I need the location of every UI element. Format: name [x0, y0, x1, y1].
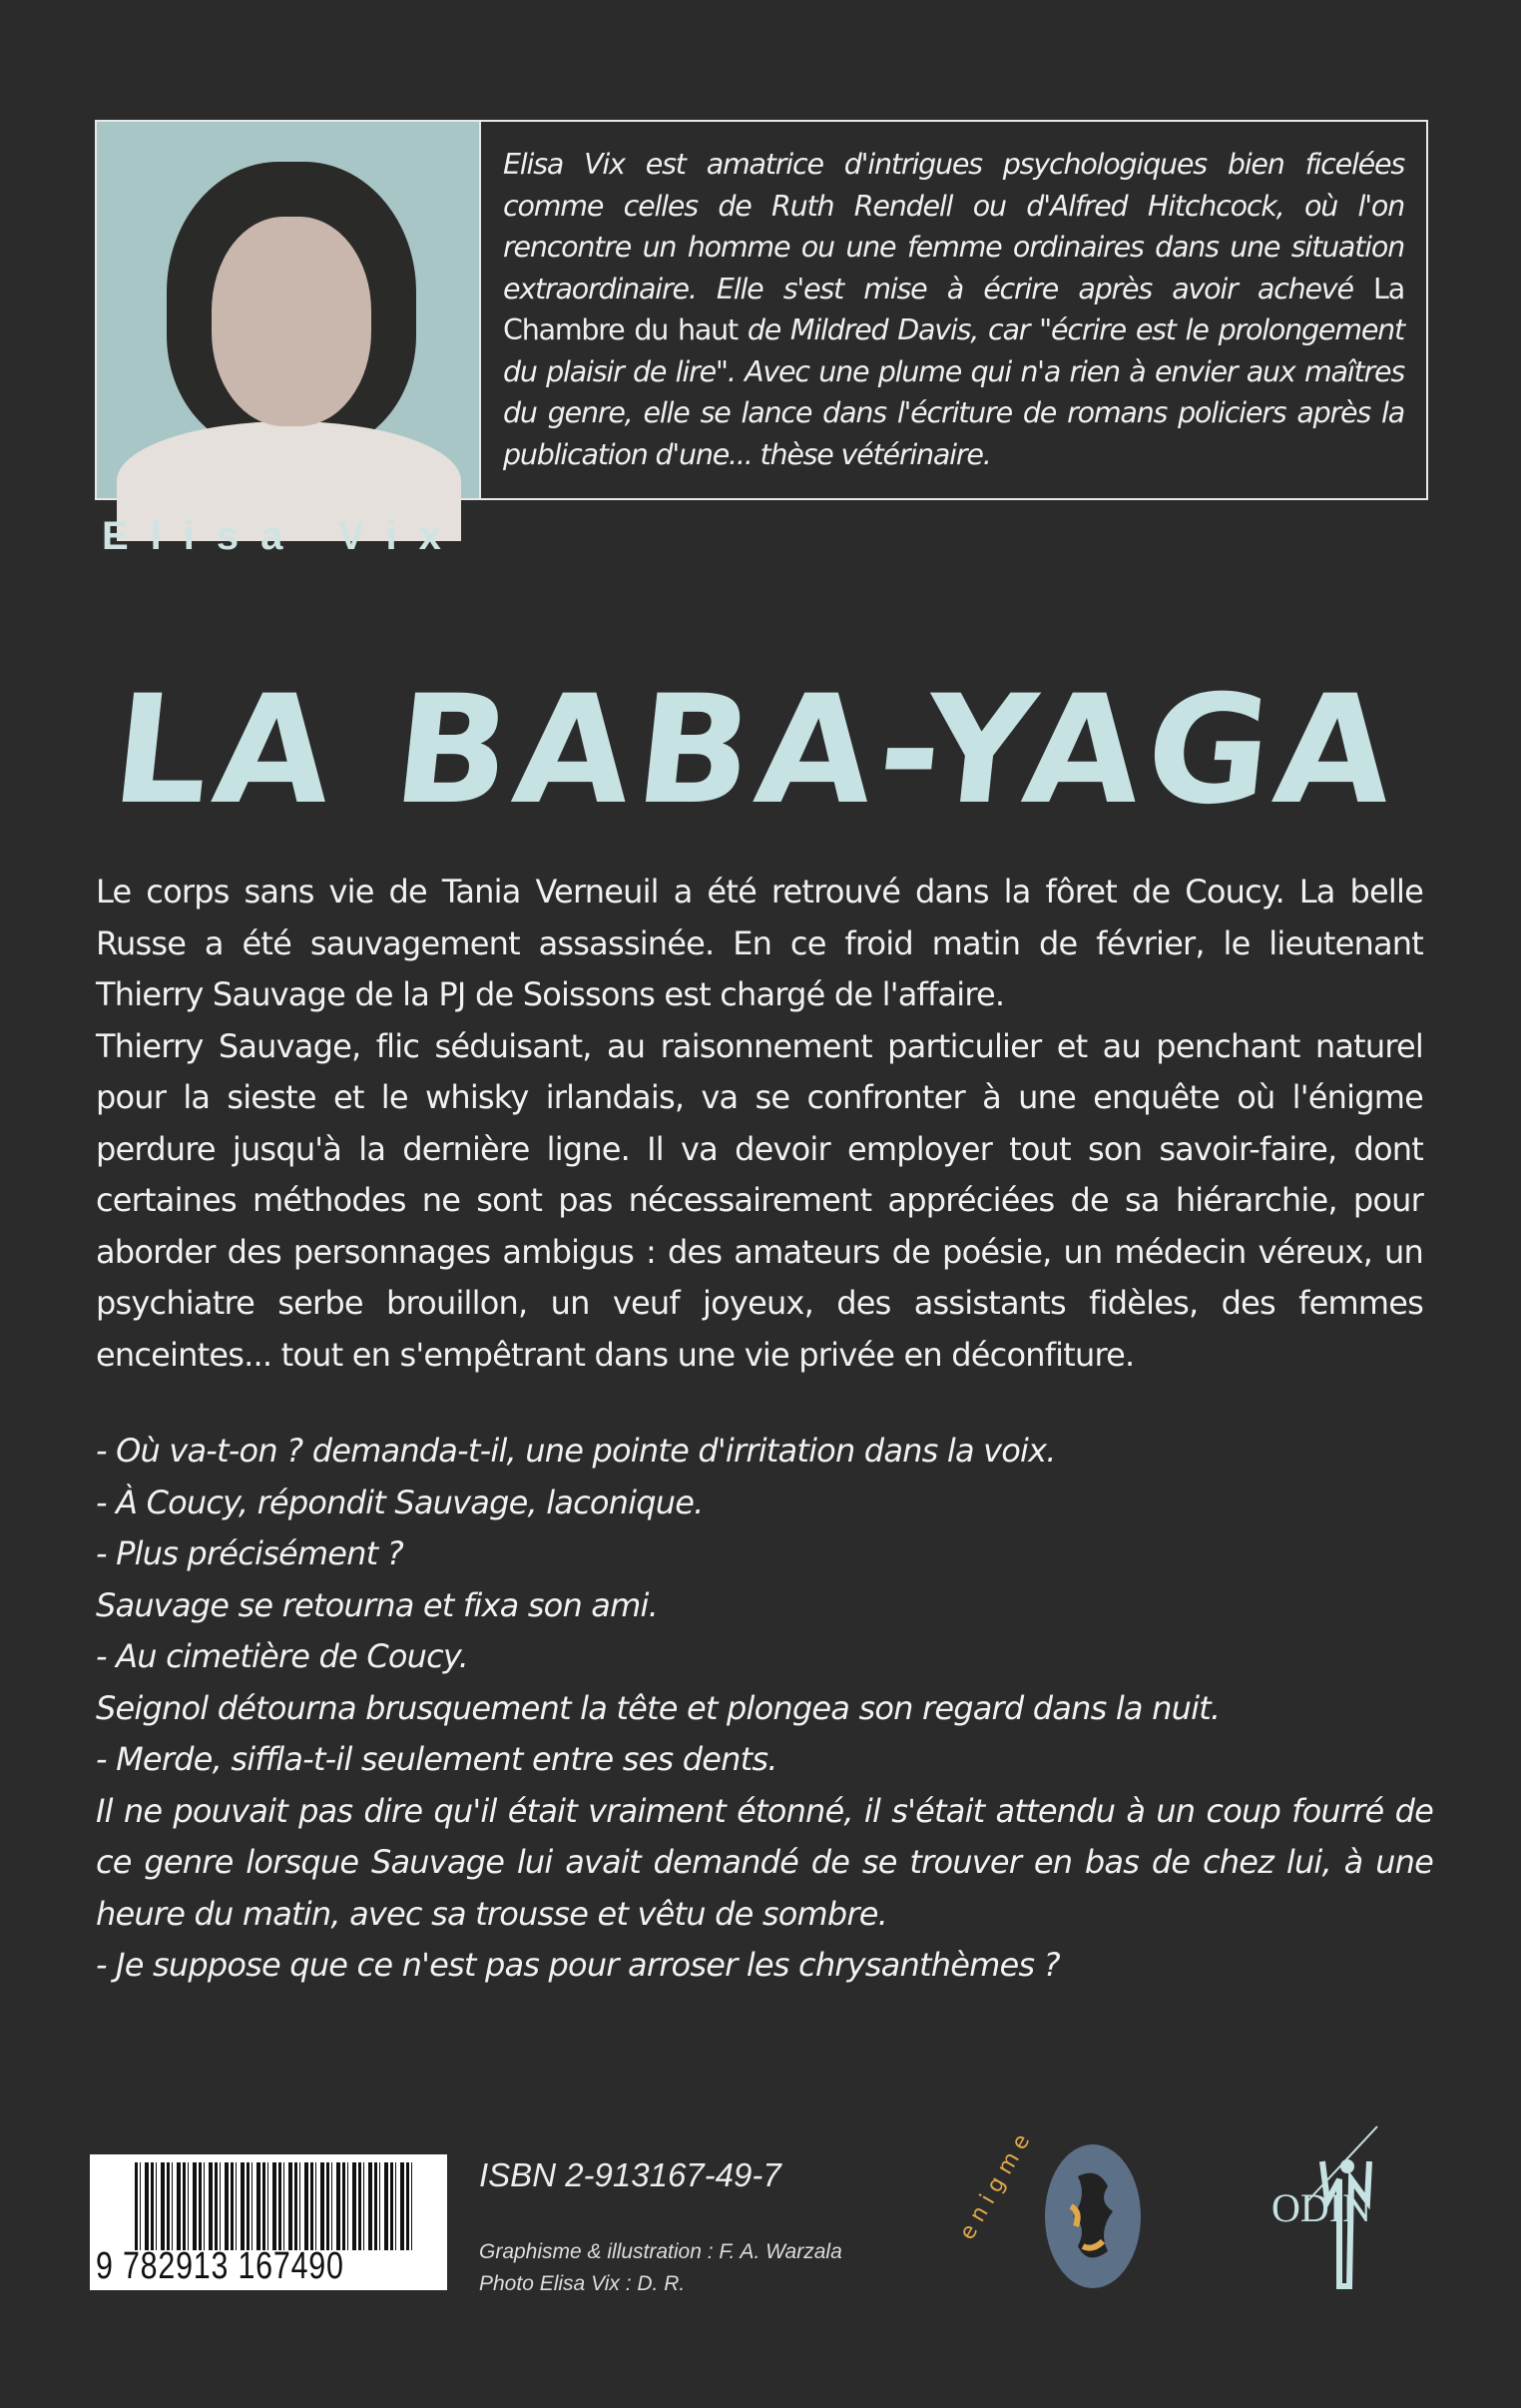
- credit-line: Graphisme & illustration : F. A. Warzala: [479, 2240, 842, 2263]
- barcode-number: 9 782913 167490: [96, 2245, 344, 2287]
- excerpt-line: Seignol détourna brusquement la tête et plongea son regard dans la nuit.: [96, 1688, 1221, 1727]
- excerpt-line: - Merde, siffla-t-il seulement entre ses dents.: [96, 1740, 777, 1778]
- excerpt-line: Il ne pouvait pas dire qu'il était vraiment étonné, il s'était attendu à un coup fourré de ce genre lorsque Sauvage lui avait demandé de se trouver en bas de chez lui, à une heure du matin, avec sa trousse et vêtu de sombre.: [96, 1791, 1433, 1933]
- barcode: [90, 2154, 447, 2290]
- excerpt-line: - Je suppose que ce n'est pas pour arroser les chrysanthèmes ?: [96, 1946, 1060, 1984]
- excerpt-line: - Où va-t-on ? demanda-t-il, une pointe d'irritation dans la voix.: [96, 1432, 1056, 1470]
- excerpt-line: - Au cimetière de Coucy.: [96, 1637, 468, 1675]
- bio-text-1: Elisa Vix est amatrice d'intrigues psychologiques bien ficelées comme celles de Ruth Rendell ou d'Alfred Hitchcock, où l'on rencontre un homme ou une femme ordinaires dans une situation extraordinaire. Elle s'est mise à écrire après avoir achevé: [503, 148, 1404, 305]
- barcode-bars: [135, 2162, 416, 2250]
- excerpt-line: Sauvage se retourna et fixa son ami.: [96, 1585, 658, 1624]
- bio-book-title: La Chambre du haut: [503, 272, 1404, 346]
- excerpt-line: - À Coucy, répondit Sauvage, laconique.: [96, 1483, 704, 1521]
- book-title: LA BABA-YAGA: [105, 664, 1407, 838]
- credits: [479, 2236, 842, 2300]
- enigme-label: e n i g m e: [954, 2129, 1036, 2244]
- isbn: ISBN 2-913167-49-7: [479, 2156, 781, 2193]
- enigme-logo: [954, 2107, 1173, 2296]
- odin-label: ODIN: [1271, 2185, 1371, 2230]
- credit-line: Photo Elisa Vix : D. R.: [479, 2272, 686, 2295]
- summary: [96, 867, 1423, 1381]
- excerpt: [96, 1426, 1433, 1992]
- odin-logo: [1268, 2121, 1407, 2291]
- summary-paragraph: Le corps sans vie de Tania Verneuil a été retrouvé dans la fôret de Coucy. La belle Russe a été sauvagement assassinée. En ce froid matin de février, le lieutenant Thierry Sauvage de la PJ de Soissons est chargé de l'affaire.: [96, 873, 1423, 1013]
- bio-text-2: de Mildred Davis, car "écrire est le prolongement du plaisir de lire". Avec une plume qui n'a rien à envier aux maîtres du genre, elle se lance dans l'écriture de romans policiers après la publication d'une... thèse vétérinaire.: [503, 313, 1404, 471]
- author-name: Elisa Vix: [102, 514, 463, 558]
- author-bio-text: [481, 122, 1426, 498]
- author-bio-box: [95, 120, 1428, 500]
- excerpt-line: - Plus précisément ?: [96, 1534, 403, 1572]
- summary-paragraph: Thierry Sauvage, flic séduisant, au raisonnement particulier et au penchant naturel pour la sieste et le whisky irlandais, va se confronter à une enquête où l'énigme perdure jusqu'à la dernière ligne. Il va devoir employer tout son savoir-faire, dont certaines méthodes ne sont pas nécessairement appréciées de sa hiérarchie, pour aborder des personnages ambigus : des amateurs de poésie, un médecin véreux, un psychiatre serbe brouillon, un veuf joyeux, des assistants fidèles, des femmes enceintes... tout en s'empêtrant dans une vie privée en déconfiture.: [96, 1026, 1423, 1374]
- author-photo: [97, 122, 481, 498]
